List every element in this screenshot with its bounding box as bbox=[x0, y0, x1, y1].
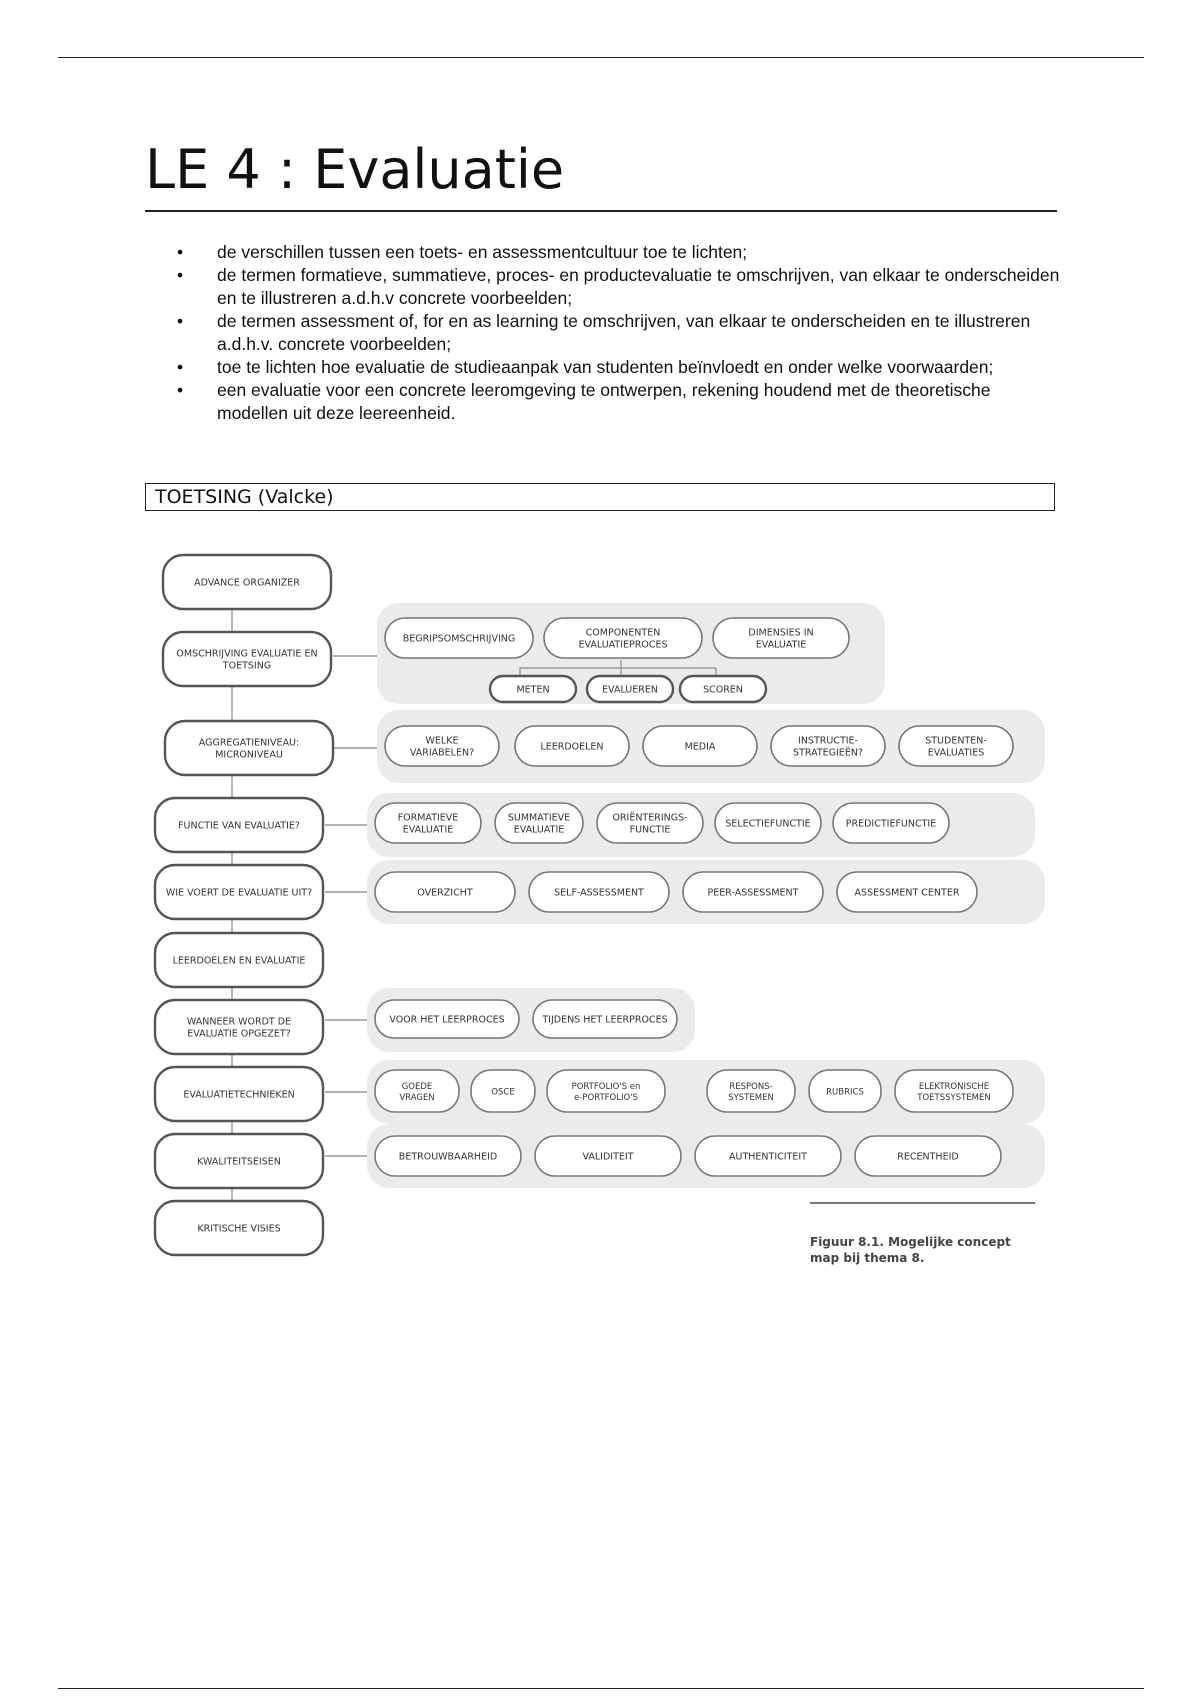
wanneer-node-label: TIJDENS HET LEERPROCES bbox=[542, 1014, 668, 1026]
kwaliteit-node-label: AUTHENTICITEIT bbox=[729, 1151, 807, 1163]
page-top-rule bbox=[58, 57, 1144, 58]
learning-objectives-list bbox=[175, 241, 1060, 425]
objective-item: • een evaluatie voor een concrete leeromgeving te ontwerpen, rekening houdend met de theoretische modellen uit deze leereenheid. bbox=[175, 379, 1060, 425]
componenten-node-label: EVALUEREN bbox=[602, 684, 658, 696]
wie-node-label: SELF-ASSESSMENT bbox=[554, 887, 644, 899]
omschrijving-node-label: BEGRIPSOMSCHRIJVING bbox=[402, 633, 516, 645]
objective-item: • de termen formatieve, summatieve, proces- en productevaluatie te omschrijven, van elkaar te onderscheiden en te illustreren a.d.h.v concrete voorbeelden; bbox=[175, 264, 1060, 310]
functie-node-label: FUNCTIE bbox=[629, 824, 671, 836]
main-node-label: EVALUATIETECHNIEKEN bbox=[183, 1089, 295, 1101]
figure-caption-line: Figuur 8.1. Mogelijke concept bbox=[810, 1235, 1011, 1249]
main-node-label: KWALITEITSEISEN bbox=[197, 1156, 281, 1168]
section-heading-box: TOETSING (Valcke) bbox=[145, 483, 1055, 511]
main-node-label: MICRONIVEAU bbox=[215, 749, 283, 761]
main-node-label: EVALUATIE OPGEZET? bbox=[187, 1028, 291, 1040]
main-node-label: LEERDOELEN EN EVALUATIE bbox=[172, 955, 306, 967]
aggregatie-node-label: LEERDOELEN bbox=[540, 741, 604, 753]
functie-node-label: EVALUATIE bbox=[513, 824, 565, 836]
aggregatie-node-label: MEDIA bbox=[684, 741, 716, 753]
wie-node-label: PEER-ASSESSMENT bbox=[707, 887, 799, 899]
wie-node-label: OVERZICHT bbox=[417, 887, 473, 899]
technieken-node-label: OSCE bbox=[491, 1087, 515, 1098]
functie-node-label: FORMATIEVE bbox=[397, 812, 459, 824]
aggregatie-node-label: STRATEGIEËN? bbox=[793, 747, 863, 759]
main-node-label: KRITISCHE VISIES bbox=[197, 1223, 281, 1235]
main-node-label: FUNCTIE VAN EVALUATIE? bbox=[178, 820, 300, 832]
omschrijving-node-label: EVALUATIE bbox=[755, 639, 807, 651]
omschrijving-node-label: EVALUATIEPROCES bbox=[578, 639, 668, 651]
main-node-label: OMSCHRIJVING EVALUATIE EN bbox=[176, 648, 318, 660]
technieken-node-label: SYSTEMEN bbox=[728, 1093, 774, 1103]
functie-node-label: SUMMATIEVE bbox=[507, 812, 571, 824]
componenten-node-label: SCOREN bbox=[703, 684, 743, 696]
technieken-node-label: VRAGEN bbox=[399, 1093, 435, 1103]
aggregatie-node-label: WELKE bbox=[425, 735, 459, 747]
main-node-label: ADVANCE ORGANIZER bbox=[194, 577, 300, 589]
objective-item: • de termen assessment of, for en as learning te omschrijven, van elkaar te onderscheiden en te illustreren a.d.h.v. concrete voorbeelden; bbox=[175, 310, 1060, 356]
main-node-label: WIE VOERT DE EVALUATIE UIT? bbox=[165, 887, 313, 899]
functie-node-label: PREDICTIEFUNCTIE bbox=[845, 818, 937, 830]
technieken-node-label: ELEKTRONISCHE bbox=[918, 1082, 990, 1092]
omschrijving-node-label: DIMENSIES IN bbox=[748, 627, 814, 639]
technieken-node-label: PORTFOLIO'S en bbox=[571, 1082, 641, 1092]
technieken-node-label: e-PORTFOLIO'S bbox=[574, 1093, 638, 1103]
technieken-node-label: GOEDE bbox=[401, 1082, 433, 1092]
main-node-label: AGGREGATIENIVEAU: bbox=[198, 737, 300, 749]
functie-node-label: ORIËNTERINGS- bbox=[612, 812, 688, 824]
wie-node-label: ASSESSMENT CENTER bbox=[854, 887, 960, 899]
page-bottom-rule bbox=[58, 1688, 1144, 1689]
objective-item: • de verschillen tussen een toets- en assessmentcultuur toe te lichten; bbox=[175, 241, 1060, 264]
kwaliteit-node-label: BETROUWBAARHEID bbox=[398, 1151, 498, 1163]
technieken-node-label: RUBRICS bbox=[826, 1087, 864, 1098]
componenten-node-label: METEN bbox=[516, 684, 550, 696]
technieken-node-label: TOETSSYSTEMEN bbox=[917, 1093, 991, 1103]
main-node-label: WANNEER WORDT DE bbox=[186, 1016, 292, 1028]
title-underline bbox=[145, 210, 1057, 212]
figure-caption-line: map bij thema 8. bbox=[810, 1251, 925, 1265]
functie-node-label: SELECTIEFUNCTIE bbox=[725, 818, 811, 830]
technieken-node-label: RESPONS- bbox=[729, 1082, 773, 1092]
functie-node-label: EVALUATIE bbox=[402, 824, 454, 836]
aggregatie-node-label: STUDENTEN- bbox=[925, 735, 987, 747]
wanneer-node-label: VOOR HET LEERPROCES bbox=[389, 1014, 505, 1026]
kwaliteit-node-label: VALIDITEIT bbox=[582, 1151, 634, 1163]
aggregatie-node-label: EVALUATIES bbox=[927, 747, 985, 759]
concept-map-figure bbox=[145, 540, 1055, 1280]
aggregatie-node-label: VARIABELEN? bbox=[409, 747, 475, 759]
omschrijving-node-label: COMPONENTEN bbox=[585, 627, 661, 639]
aggregatie-node-label: INSTRUCTIE- bbox=[798, 735, 858, 747]
main-node-label: TOETSING bbox=[222, 660, 272, 672]
objective-item: • toe te lichten hoe evaluatie de studieaanpak van studenten beïnvloedt en onder welke voorwaarden; bbox=[175, 356, 1060, 379]
kwaliteit-node-label: RECENTHEID bbox=[897, 1151, 959, 1163]
page-title: LE 4 : Evaluatie bbox=[145, 138, 565, 201]
